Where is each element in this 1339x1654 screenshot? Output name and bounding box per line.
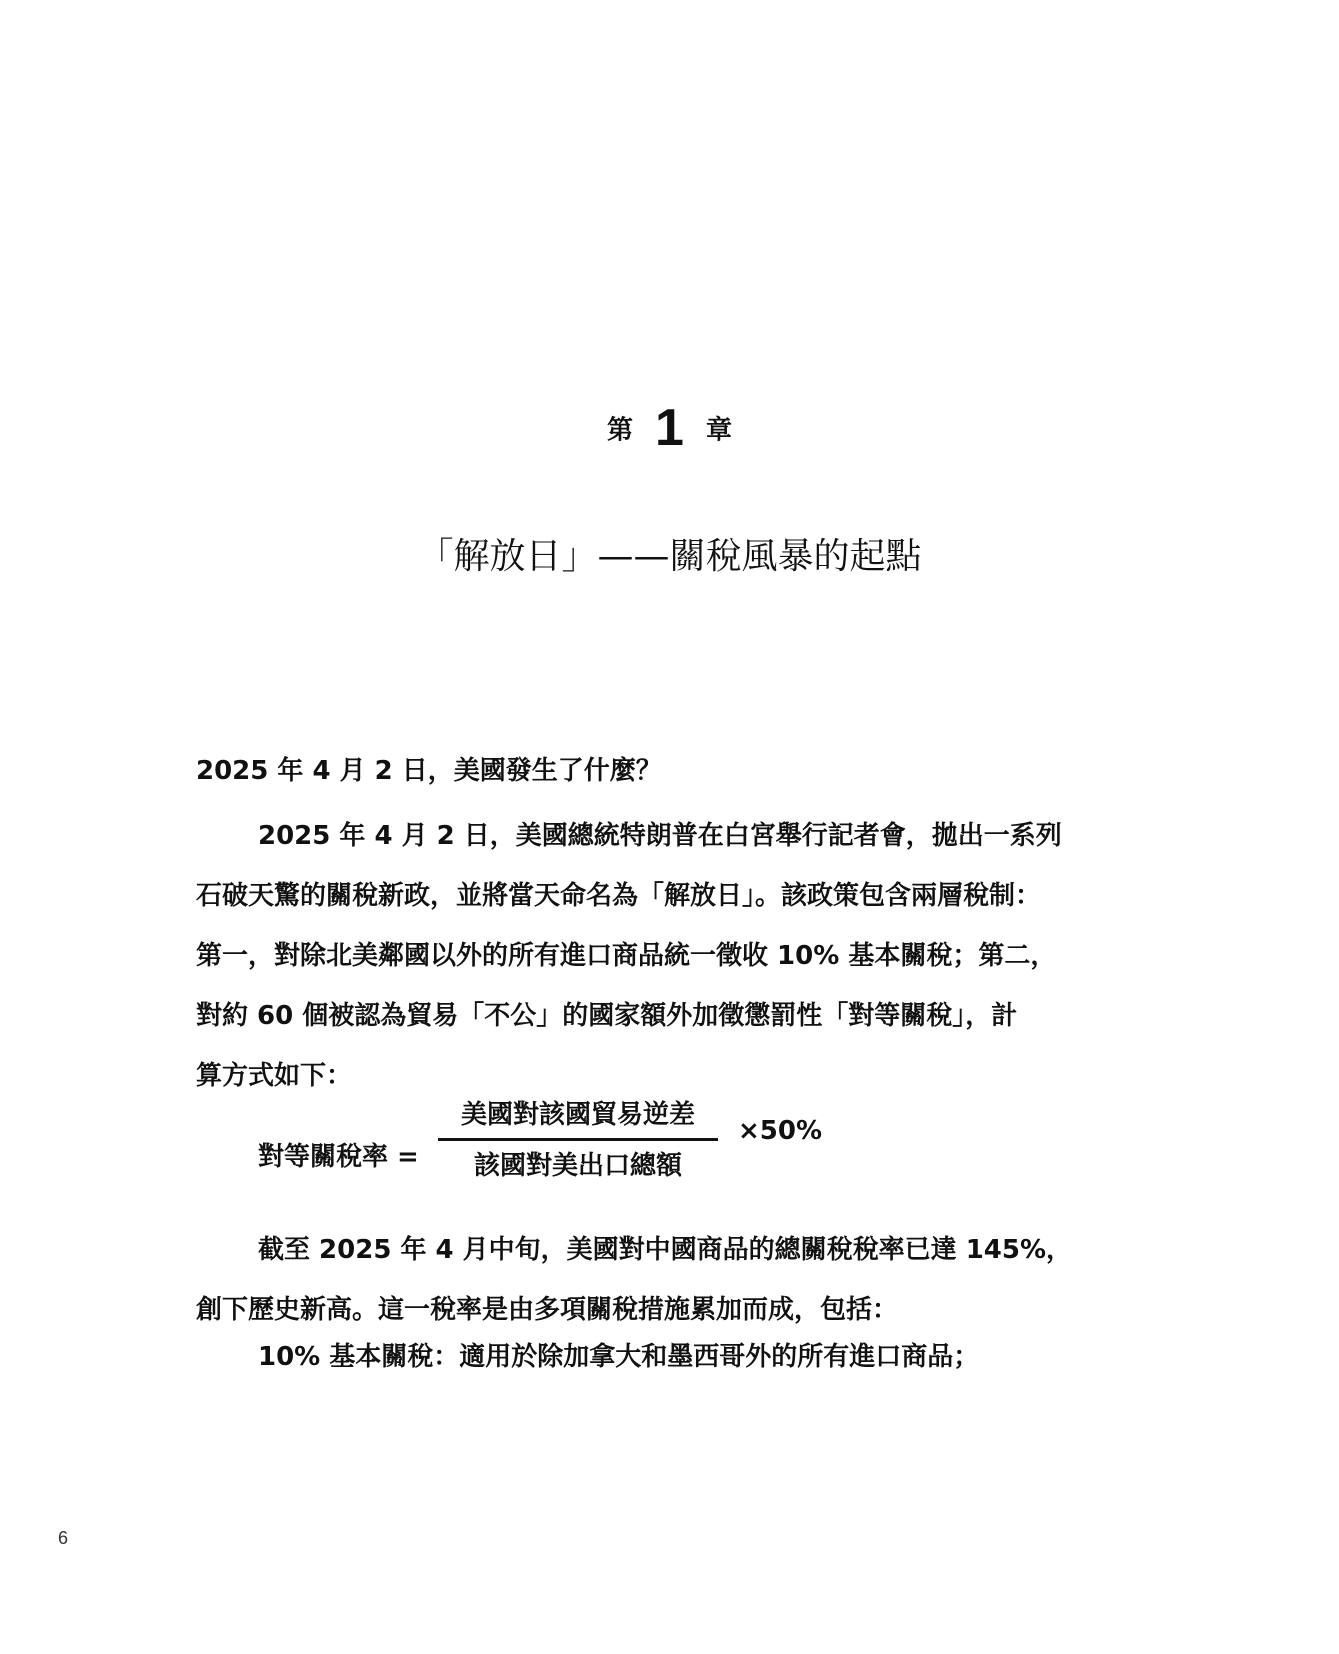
paragraph-line: 2025 年 4 月 2 日，美國總統特朗普在白宮舉行記者會，拋出一系列 [258,821,1062,851]
paragraph-line: 石破天驚的關稅新政，並將當天命名為「解放日」。該政策包含兩層稅制： [196,881,1042,911]
formula-lhs: 對等關稅率 = [258,1142,419,1172]
paragraph-line: 對約 60 個被認為貿易「不公」的國家額外加徵懲罰性「對等關稅」，計 [196,1001,1018,1031]
chapter-suffix: 章 [705,415,732,446]
paragraph-intro [196,806,1136,1106]
section-question-heading: 2025 年 4 月 2 日，美國發生了什麼？ [196,756,662,786]
tariff-item-base: 10% 基本關稅：適用於除加拿大和墨西哥外的所有進口商品； [258,1342,980,1372]
formula-numerator: 美國對該國貿易逆差 [460,1100,695,1130]
formula-fraction [438,1098,718,1183]
paragraph-line: 算方式如下： [196,1061,353,1091]
chapter-title: 「解放日」——關稅風暴的起點 [417,536,922,577]
page-number: 6 [58,1528,69,1548]
chapter-prefix: 第 [607,415,634,446]
formula-multiplier: ×50% [738,1116,823,1146]
paragraph-china-rate [196,1220,1136,1340]
paragraph-line: 創下歷史新高。這一稅率是由多項關稅措施累加而成，包括： [196,1295,899,1325]
paragraph-line: 第一，對除北美鄰國以外的所有進口商品統一徵收 10% 基本關稅；第二， [196,941,1057,971]
chapter-label [0,398,1339,458]
paragraph-line: 截至 2025 年 4 月中旬，美國對中國商品的總關稅稅率已達 145%， [258,1235,1073,1265]
formula-denominator: 該國對美出口總額 [473,1151,682,1181]
chapter-number: 1 [655,399,684,457]
